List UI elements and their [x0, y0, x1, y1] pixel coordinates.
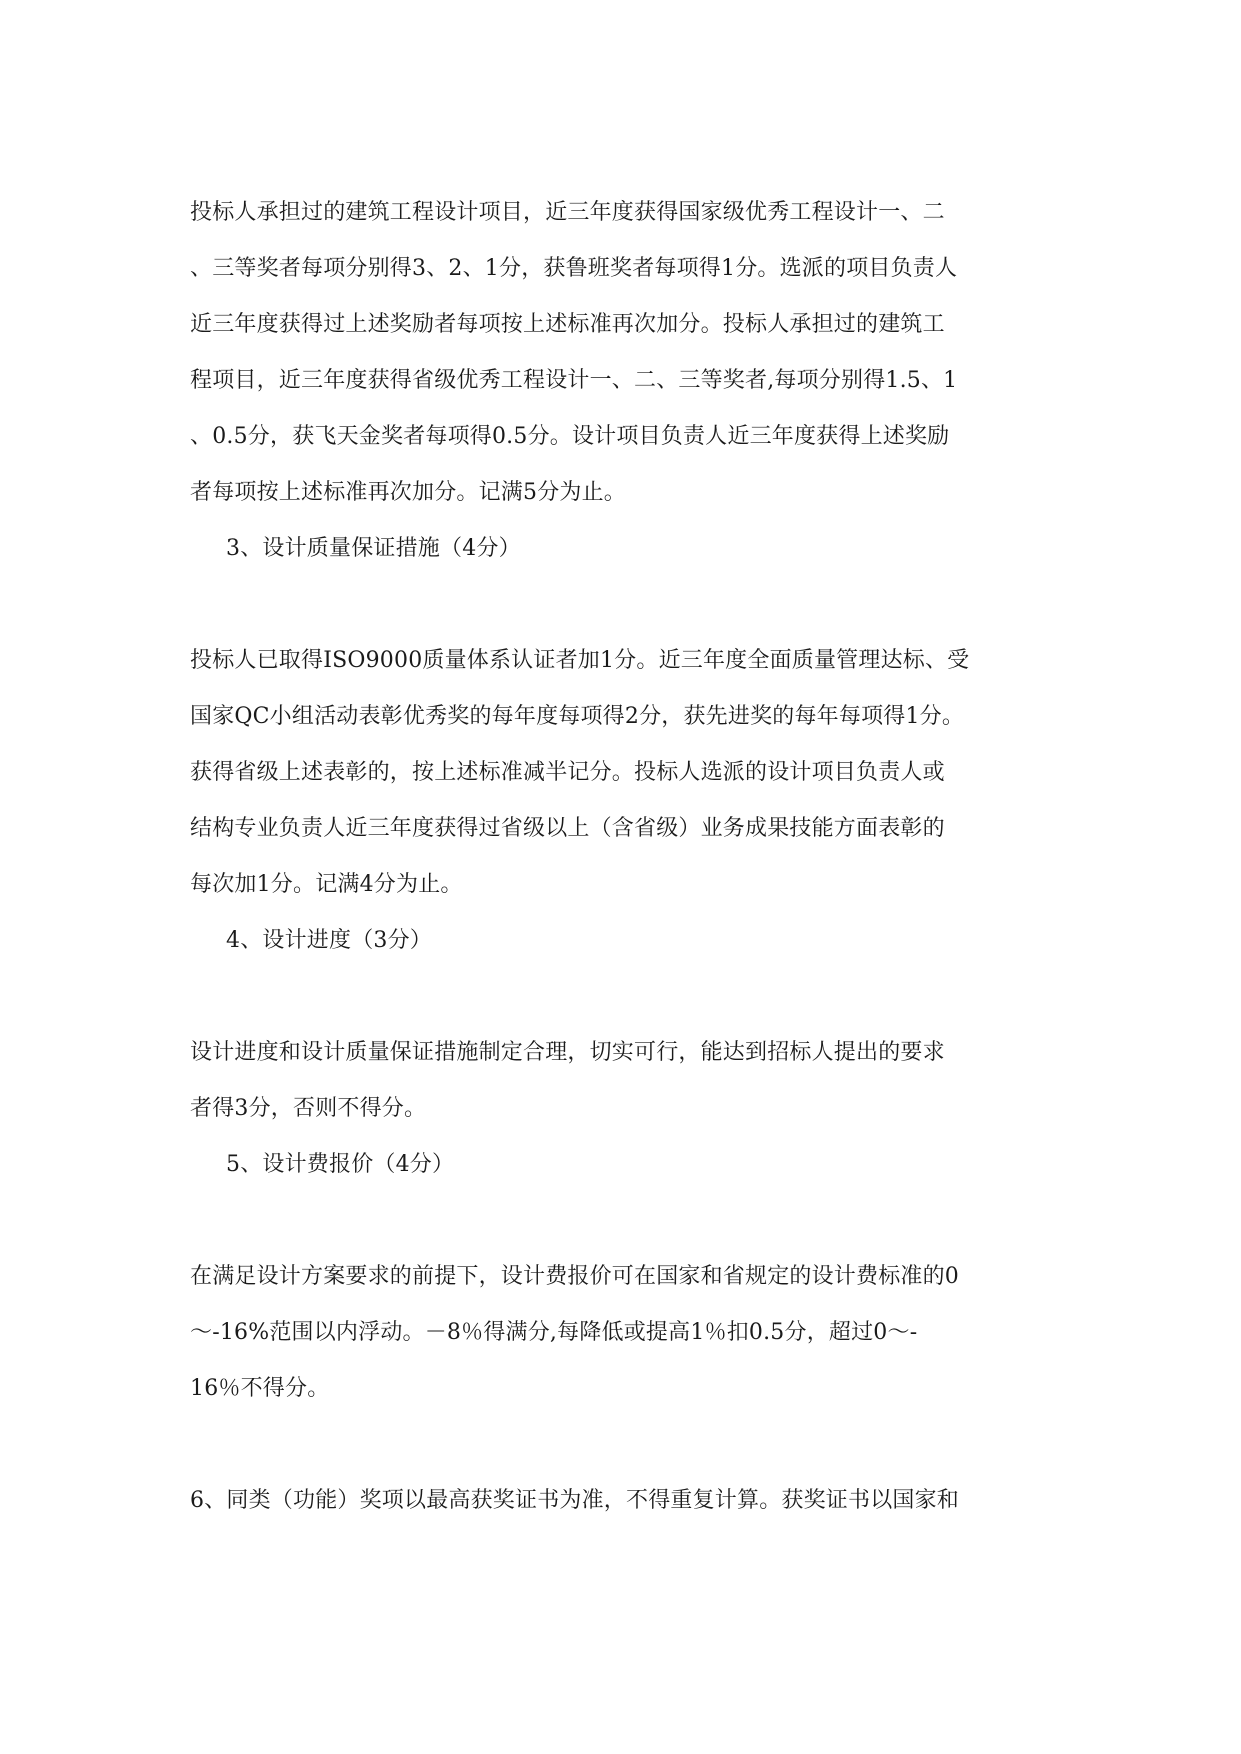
- awards-paragraph-line: 、0.5分，获飞天金奖者每项得0.5分。设计项目负责人近三年度获得上述奖励: [190, 424, 950, 449]
- quality-paragraph-line: 获得省级上述表彰的，按上述标准减半记分。投标人选派的设计项目负责人或: [190, 760, 945, 785]
- quality-paragraph-line: 每次加1分。记满4分为止。: [190, 872, 463, 897]
- section-heading-fee: 5、设计费报价（4分）: [226, 1152, 455, 1177]
- awards-paragraph-line: 程项目，近三年度获得省级优秀工程设计一、二、三等奖者,每项分别得1.5、1: [190, 368, 958, 393]
- fee-paragraph-line: 在满足设计方案要求的前提下，设计费报价可在国家和省规定的设计费标准的0: [190, 1264, 959, 1289]
- awards-paragraph-line: 投标人承担过的建筑工程设计项目，近三年度获得国家级优秀工程设计一、二: [190, 200, 945, 225]
- progress-paragraph-line: 者得3分，否则不得分。: [190, 1096, 427, 1121]
- fee-paragraph-line: ～-16%范围以内浮动。－8％得满分,每降低或提高1％扣0.5分，超过0～-: [190, 1320, 918, 1345]
- quality-paragraph-line: 结构专业负责人近三年度获得过省级以上（含省级）业务成果技能方面表彰的: [190, 816, 945, 841]
- section-heading-progress: 4、设计进度（3分）: [226, 928, 432, 953]
- quality-paragraph-line: 国家QC小组活动表彰优秀奖的每年度每项得2分，获先进奖的每年每项得1分。: [190, 704, 965, 729]
- section-heading-quality: 3、设计质量保证措施（4分）: [226, 536, 521, 561]
- rule6-paragraph-line: 6、同类（功能）奖项以最高获奖证书为准，不得重复计算。获奖证书以国家和: [190, 1488, 959, 1513]
- quality-paragraph-line: 投标人已取得ISO9000质量体系认证者加1分。近三年度全面质量管理达标、受: [190, 648, 970, 673]
- awards-paragraph-line: 者每项按上述标准再次加分。记满5分为止。: [190, 480, 626, 505]
- fee-paragraph-line: 16％不得分。: [190, 1376, 330, 1401]
- progress-paragraph-line: 设计进度和设计质量保证措施制定合理，切实可行，能达到招标人提出的要求: [190, 1040, 945, 1065]
- awards-paragraph-line: 、三等奖者每项分别得3、2、1分，获鲁班奖者每项得1分。选派的项目负责人: [190, 256, 958, 281]
- awards-paragraph-line: 近三年度获得过上述奖励者每项按上述标准再次加分。投标人承担过的建筑工: [190, 312, 945, 337]
